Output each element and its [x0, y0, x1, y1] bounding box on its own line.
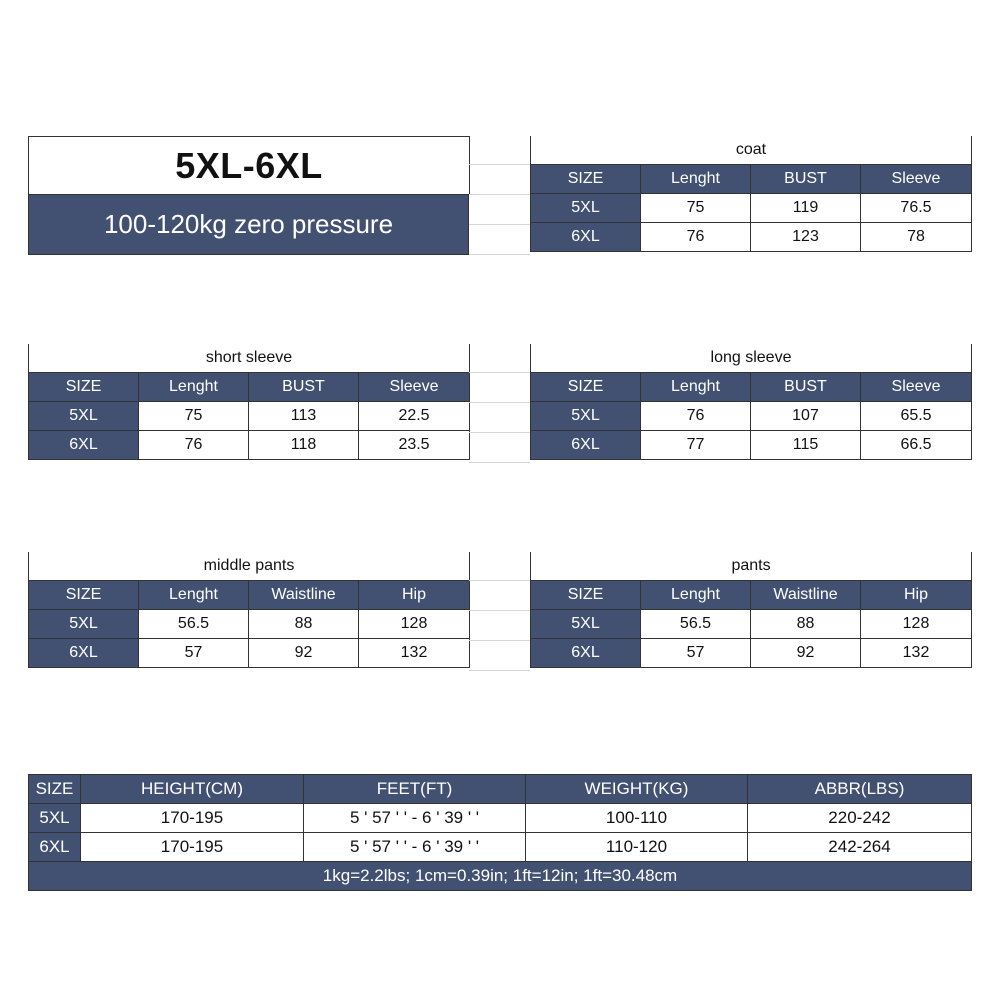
table-caption: pants — [531, 552, 972, 580]
size-cell: 6XL — [531, 638, 641, 667]
table-row — [531, 609, 972, 638]
middle-pants-size-table — [28, 552, 469, 668]
column-header: SIZE — [531, 372, 641, 401]
weight-range-banner: 100-120kg zero pressure — [28, 194, 469, 255]
value-cell: 123 — [751, 222, 861, 251]
column-header: FEET(FT) — [304, 775, 526, 804]
short-sleeve-size-table — [28, 344, 469, 460]
column-header: SIZE — [531, 164, 641, 193]
value-cell: 128 — [359, 609, 470, 638]
value-cell: 57 — [641, 638, 751, 667]
value-cell: 119 — [751, 193, 861, 222]
value-cell: 23.5 — [359, 430, 470, 459]
value-cell: 78 — [861, 222, 972, 251]
value-cell: 110-120 — [526, 833, 748, 862]
value-cell: 5 ' 57 ' ' - 6 ' 39 ' ' — [304, 804, 526, 833]
value-cell: 242-264 — [748, 833, 972, 862]
value-cell: 107 — [751, 401, 861, 430]
table-caption: coat — [531, 136, 972, 164]
value-cell: 118 — [249, 430, 359, 459]
size-cell: 6XL — [531, 222, 641, 251]
coat-size-table — [530, 136, 971, 252]
table-row — [29, 430, 470, 459]
value-cell: 76 — [641, 401, 751, 430]
value-cell: 92 — [751, 638, 861, 667]
value-cell: 88 — [751, 609, 861, 638]
value-cell: 92 — [249, 638, 359, 667]
value-cell: 76 — [139, 430, 249, 459]
size-hero — [28, 136, 469, 255]
size-cell: 5XL — [531, 401, 641, 430]
size-cell: 6XL — [29, 430, 139, 459]
column-header: Lenght — [641, 372, 751, 401]
value-cell: 5 ' 57 ' ' - 6 ' 39 ' ' — [304, 833, 526, 862]
table-row — [29, 804, 972, 833]
value-cell: 57 — [139, 638, 249, 667]
pants-size-table — [530, 552, 971, 668]
value-cell: 65.5 — [861, 401, 972, 430]
value-cell: 113 — [249, 401, 359, 430]
table-row — [29, 401, 470, 430]
value-cell: 76.5 — [861, 193, 972, 222]
value-cell: 56.5 — [641, 609, 751, 638]
value-cell: 170-195 — [81, 804, 304, 833]
column-header: HEIGHT(CM) — [81, 775, 304, 804]
body-measurement-table — [28, 774, 971, 891]
spacer-lines — [469, 552, 530, 671]
size-cell: 5XL — [29, 804, 81, 833]
column-header: Waistline — [249, 580, 359, 609]
value-cell: 132 — [861, 638, 972, 667]
table-row — [29, 833, 972, 862]
value-cell: 100-110 — [526, 804, 748, 833]
column-header: BUST — [751, 164, 861, 193]
table-row — [531, 222, 972, 251]
table-caption: middle pants — [29, 552, 470, 580]
value-cell: 75 — [641, 193, 751, 222]
value-cell: 132 — [359, 638, 470, 667]
value-cell: 56.5 — [139, 609, 249, 638]
column-header: Hip — [359, 580, 470, 609]
spacer-lines — [469, 136, 530, 255]
column-header: BUST — [249, 372, 359, 401]
column-header: WEIGHT(KG) — [526, 775, 748, 804]
column-header: SIZE — [531, 580, 641, 609]
size-cell: 5XL — [531, 193, 641, 222]
table-row — [531, 430, 972, 459]
column-header: SIZE — [29, 580, 139, 609]
size-cell: 5XL — [29, 401, 139, 430]
column-header: Lenght — [139, 372, 249, 401]
column-header: Lenght — [641, 164, 751, 193]
size-cell: 6XL — [29, 638, 139, 667]
value-cell: 88 — [249, 609, 359, 638]
value-cell: 115 — [751, 430, 861, 459]
column-header: Sleeve — [861, 164, 972, 193]
value-cell: 128 — [861, 609, 972, 638]
size-range-title: 5XL-6XL — [28, 136, 470, 195]
spacer-lines — [469, 344, 530, 463]
column-header: Sleeve — [359, 372, 470, 401]
table-row — [29, 609, 470, 638]
table-row — [531, 638, 972, 667]
size-cell: 6XL — [531, 430, 641, 459]
unit-conversion-note: 1kg=2.2lbs; 1cm=0.39in; 1ft=12in; 1ft=30.48cm — [29, 862, 972, 891]
value-cell: 76 — [641, 222, 751, 251]
column-header: SIZE — [29, 372, 139, 401]
column-header: Lenght — [139, 580, 249, 609]
column-header: Lenght — [641, 580, 751, 609]
table-row — [531, 401, 972, 430]
value-cell: 66.5 — [861, 430, 972, 459]
size-cell: 5XL — [29, 609, 139, 638]
table-row — [531, 193, 972, 222]
table-row — [29, 638, 470, 667]
value-cell: 170-195 — [81, 833, 304, 862]
column-header: Sleeve — [861, 372, 972, 401]
column-header: SIZE — [29, 775, 81, 804]
value-cell: 220-242 — [748, 804, 972, 833]
size-cell: 6XL — [29, 833, 81, 862]
table-caption: long sleeve — [531, 344, 972, 372]
value-cell: 75 — [139, 401, 249, 430]
column-header: BUST — [751, 372, 861, 401]
size-cell: 5XL — [531, 609, 641, 638]
column-header: Hip — [861, 580, 972, 609]
value-cell: 22.5 — [359, 401, 470, 430]
value-cell: 77 — [641, 430, 751, 459]
table-caption: short sleeve — [29, 344, 470, 372]
column-header: ABBR(LBS) — [748, 775, 972, 804]
column-header: Waistline — [751, 580, 861, 609]
long-sleeve-size-table — [530, 344, 971, 460]
